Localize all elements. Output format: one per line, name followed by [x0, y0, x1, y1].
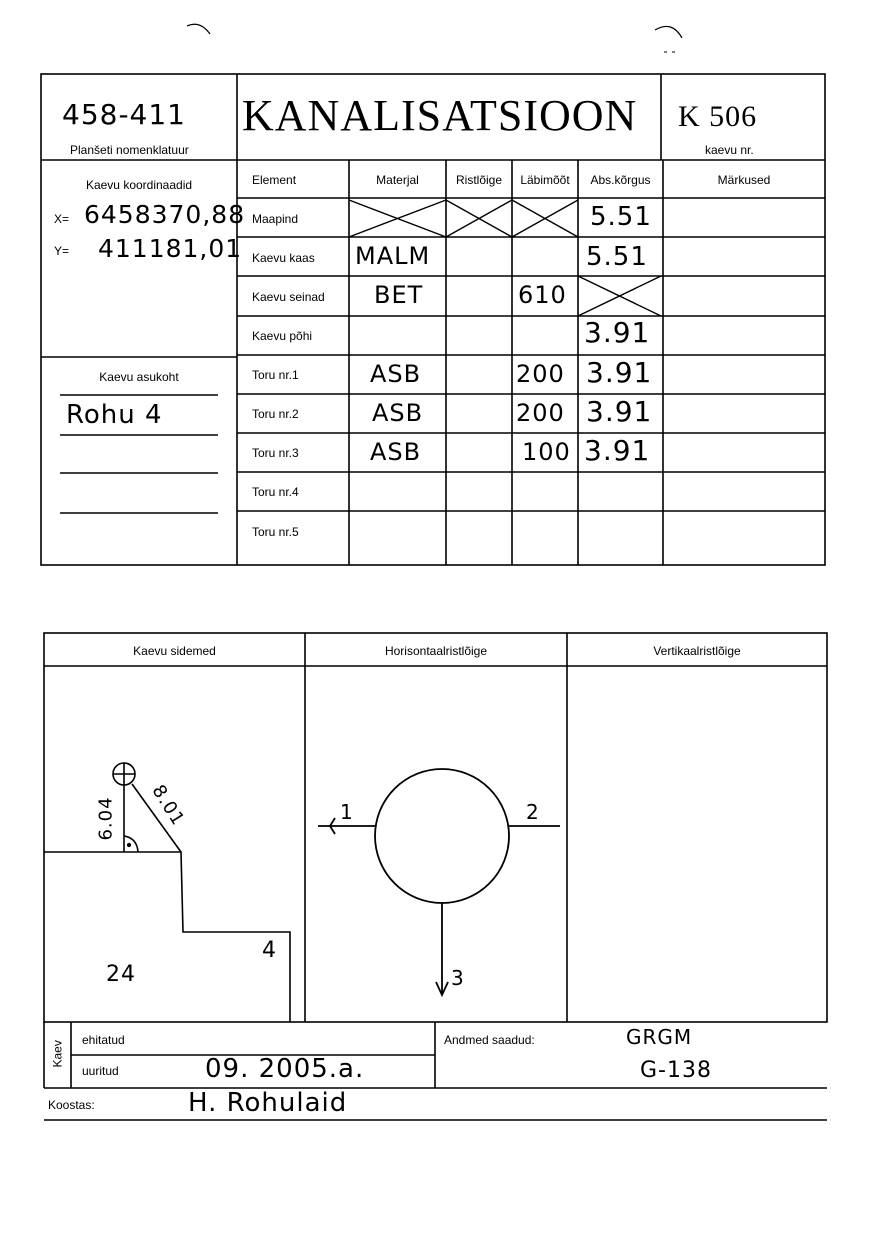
col-element: Element [252, 173, 297, 187]
row-diameter: 610 [518, 281, 567, 309]
col-cross-section: Ristlõige [455, 173, 503, 187]
tie-distance-1: 6.04 [95, 796, 117, 841]
row-element: Toru nr.4 [252, 485, 299, 499]
row-element: Toru nr.2 [252, 407, 299, 421]
measured-value: 09. 2005.a. [205, 1054, 365, 1084]
row-element: Kaevu põhi [252, 329, 313, 343]
author-label: Koostas: [48, 1098, 95, 1112]
coord-x-value: 6458370,88 [84, 200, 246, 229]
row-material: ASB [372, 399, 424, 427]
vertical-section-label: Vertikaalristlõige [653, 644, 741, 658]
row-material: ASB [370, 360, 422, 388]
building-label-left: 24 [106, 962, 136, 987]
coord-y-label: Y= [54, 244, 70, 258]
data-from-value-1: GRGM [626, 1025, 693, 1049]
row-material: BET [374, 281, 424, 309]
measured-label: uuritud [82, 1064, 119, 1078]
row-elevation: 3.91 [586, 356, 653, 389]
pipe-1-label: 1 [340, 800, 354, 824]
row-elevation: 5.51 [586, 242, 648, 272]
well-number: K 506 [678, 100, 758, 133]
row-material: MALM [355, 242, 431, 270]
row-elevation: 5.51 [590, 202, 652, 232]
well-side-label: Kaev [50, 1040, 65, 1068]
well-number-label: kaevu nr. [705, 143, 754, 157]
col-diameter: Läbimõõt [520, 173, 570, 187]
row-element: Maapind [252, 212, 299, 226]
nomenclature-label: Planšeti nomenklatuur [70, 143, 189, 157]
building-label-right: 4 [262, 938, 277, 963]
location-label: Kaevu asukoht [99, 370, 179, 384]
ties-label: Kaevu sidemed [133, 644, 216, 658]
row-material: ASB [370, 438, 422, 466]
coord-x-label: X= [54, 212, 70, 226]
coordinates-label: Kaevu koordinaadid [85, 178, 193, 192]
row-element: Kaevu kaas [252, 251, 315, 265]
inspected-label: ehitatud [82, 1033, 125, 1047]
row-element: Kaevu seinad [252, 290, 325, 304]
tie-distance-2: 8.01 [147, 781, 189, 830]
author-value: H. Rohulaid [188, 1088, 348, 1118]
row-element: Toru nr.1 [252, 368, 299, 382]
row-elevation: 3.91 [584, 434, 651, 467]
row-element: Toru nr.3 [252, 446, 299, 460]
nomenclature-value: 458-411 [62, 98, 186, 131]
horizontal-section-label: Horisontaalristlõige [384, 644, 488, 658]
row-diameter: 200 [516, 399, 565, 427]
col-elevation: Abs.kõrgus [590, 173, 651, 187]
row-elevation: 3.91 [586, 395, 653, 428]
data-from-value-2: G-138 [640, 1058, 712, 1083]
coord-y-value: 411181,01 [98, 234, 243, 263]
col-material: Materjal [376, 173, 419, 187]
row-element: Toru nr.5 [252, 525, 299, 539]
form-title: KANALISATSIOON [242, 91, 638, 140]
pipe-2-label: 2 [526, 800, 540, 824]
row-diameter: 200 [516, 360, 565, 388]
location-value: Rohu 4 [66, 400, 163, 430]
row-diameter: 100 [522, 438, 571, 466]
data-from-label: Andmed saadud: [444, 1033, 535, 1047]
pipe-3-label: 3 [451, 966, 465, 990]
col-notes: Märkused [717, 173, 771, 187]
row-elevation: 3.91 [584, 316, 651, 349]
